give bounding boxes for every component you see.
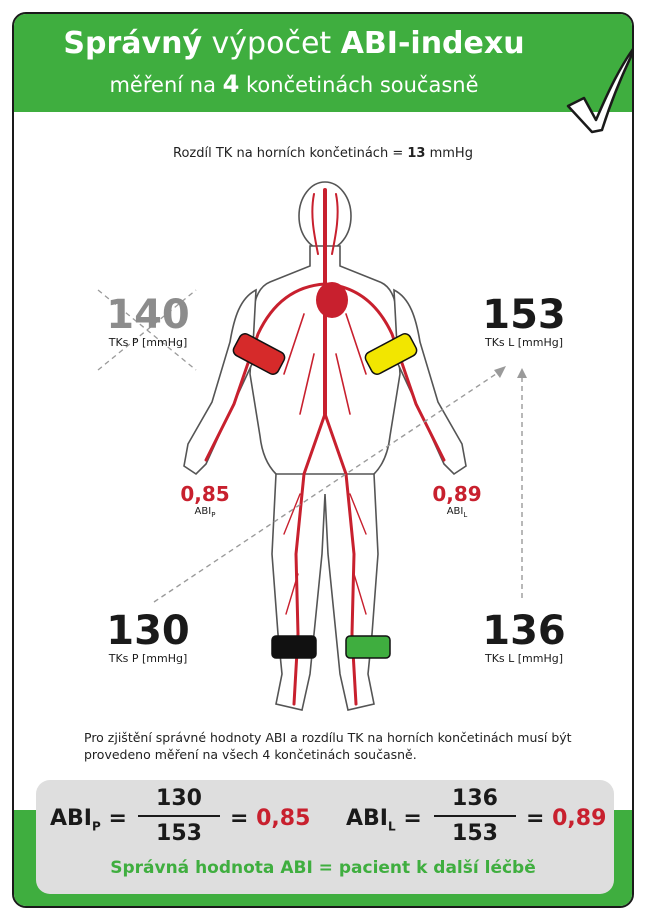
- infographic-card: [12, 12, 634, 908]
- abi-left: 0,89 $ABI_L$: [432, 482, 482, 519]
- formula-left-fraction: 136 153: [434, 786, 516, 846]
- header-banner: [14, 14, 632, 112]
- formula-right-label: $ABI_P$ =: [50, 806, 127, 834]
- formula-left-label: $ABI_L$ =: [346, 806, 422, 834]
- page-title: Správný výpočet ABI-indexu: [63, 26, 525, 61]
- page-subtitle: měření na 4 končetinách současně: [109, 70, 479, 98]
- measurement-note: Pro zjištění správné hodnoty ABI a rozdílu TK na horních končetinách musí být provedeno měření na všech 4 končetinách současně.: [84, 730, 572, 762]
- reading-arm-right: 140 TKs P [mmHg]: [106, 292, 190, 349]
- conclusion-text: Správná hodnota ABI = pacient k další léčbě: [110, 858, 536, 878]
- arrow-heads: [494, 366, 527, 378]
- heart-icon: [316, 282, 348, 318]
- reading-arm-left: 153 TKs L [mmHg]: [482, 292, 566, 349]
- cuff-right-ankle: [272, 636, 316, 658]
- cuff-left-ankle: [346, 636, 390, 658]
- formula-left-result: = 0,89: [526, 806, 607, 831]
- reading-ankle-right: 130 TKs P [mmHg]: [106, 608, 190, 665]
- checkmark-icon: [562, 36, 634, 136]
- arm-pressure-difference: Rozdíl TK na horních končetinách = 13 mmHg: [173, 146, 473, 161]
- formula-right-result: = 0,85: [230, 806, 311, 831]
- formula-right-fraction: 130 153: [138, 786, 220, 846]
- reading-ankle-left: 136 TKs L [mmHg]: [482, 608, 566, 665]
- abi-right: 0,85 $ABI_P$: [180, 482, 230, 519]
